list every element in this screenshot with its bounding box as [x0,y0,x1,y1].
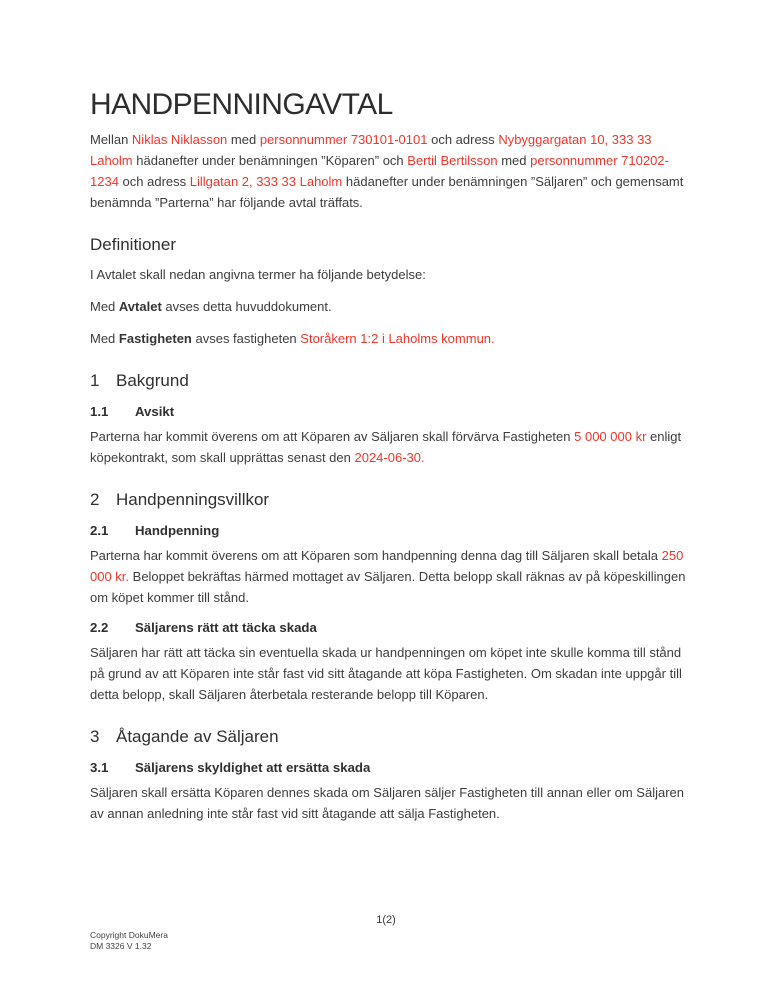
heading-text: Säljarens skyldighet att ersätta skada [135,760,371,775]
heading-text: Åtagande av Säljaren [116,727,279,746]
heading-text: Definitioner [90,235,176,254]
highlighted-text: 5 000 000 kr [574,429,647,444]
body-text: hädanefter under benämningen ”Säljaren” och gemensamt benämnda ”Parterna” har följande avtal träffats. [90,174,684,210]
heading-number: 1.1 [90,404,109,419]
body-text: Parterna har kommit överens om att Köparen som handpenning denna dag till Säljaren skall betala [90,548,662,563]
highlighted-text: Niklas Niklasson [131,132,228,147]
heading-text: Säljarens rätt att täcka skada [135,620,317,635]
highlighted-text: 250 000 kr. [90,548,684,584]
body-text: hädanefter under benämningen ”Köparen” och [132,153,408,168]
page-number: 1(2) [376,914,396,926]
highlighted-text: Lillgatan 2, 333 33 Laholm [189,174,343,189]
subsection-heading [90,619,686,637]
highlighted-text: Nybyggargatan 10, 333 33 Laholm [90,132,652,168]
footer-copyright [90,930,168,952]
highlighted-text: 2024-06-30. [354,450,425,465]
heading-number: 1 [90,371,100,390]
copyright-line: Copyright DokuMera [90,930,168,940]
subsection-heading [90,759,686,777]
bold-term: Fastigheten [118,331,192,346]
paragraph [90,296,686,317]
heading-number: 3.1 [90,760,109,775]
body-text: avses fastigheten [191,331,301,346]
heading-number: 2.2 [90,620,109,635]
body-text: Mellan [90,132,132,147]
paragraph [90,782,686,824]
heading-text: Avsikt [135,404,175,419]
body-text: I Avtalet skall nedan angivna termer ha följande betydelse: [90,267,426,282]
highlighted-text: personnummer 710202-1234 [90,153,669,189]
section-heading [90,370,686,392]
body-text: Parterna har kommit överens om att Köparen av Säljaren skall förvärva Fastigheten [90,429,575,444]
body-text: Beloppet bekräftas härmed mottaget av Säljaren. Detta belopp skall räknas av på köpeskillingen om köpet kommer till stånd. [90,569,686,605]
body-text: Med [90,331,119,346]
paragraph [90,642,686,705]
body-text: enligt köpekontrakt, som skall upprättas senast den [90,429,682,465]
paragraph [90,545,686,608]
heading-text: Bakgrund [116,371,189,390]
body-text: Säljaren har rätt att täcka sin eventuella skada ur handpenningen om köpet inte skulle komma till stånd på grund av att Köparen inte står fast vid sitt åtagande att köpa Fastigheten. Om skadan inte uppgår till detta belopp, skall Säljaren återbetala resterande belopp till Köparen. [90,645,682,702]
paragraph [90,129,686,213]
section-heading [90,234,686,256]
heading-number: 2 [90,490,100,509]
paragraph [90,426,686,468]
body-text: Med [90,299,119,314]
highlighted-text: Storåkern 1:2 i Laholms kommun. [300,331,495,346]
version-line: DM 3326 V 1.32 [90,941,152,951]
body-text: med [497,153,531,168]
subsection-heading [90,403,686,421]
highlighted-text: personnummer 730101-0101 [259,132,428,147]
heading-number: 3 [90,727,100,746]
document-title: HANDPENNINGAVTAL [90,88,393,121]
heading-text: Handpenning [135,523,220,538]
bold-term: Avtalet [118,299,162,314]
subsection-heading [90,522,686,540]
body-text: med [227,132,260,147]
section-heading [90,726,686,748]
document-content [90,88,686,835]
body-text: och adress [427,132,499,147]
document-body [90,129,686,824]
body-text: avses detta huvuddokument. [161,299,332,314]
highlighted-text: Bertil Bertilsson [407,153,498,168]
body-text: och adress [118,174,190,189]
paragraph [90,264,686,285]
section-heading [90,489,686,511]
body-text: Säljaren skall ersätta Köparen dennes skada om Säljaren säljer Fastigheten till annan eller om Säljaren av annan anledning inte står fast vid sitt åtagande att sälja Fastigheten. [90,785,685,821]
paragraph [90,328,686,349]
heading-text: Handpenningsvillkor [116,490,270,509]
heading-number: 2.1 [90,523,109,538]
